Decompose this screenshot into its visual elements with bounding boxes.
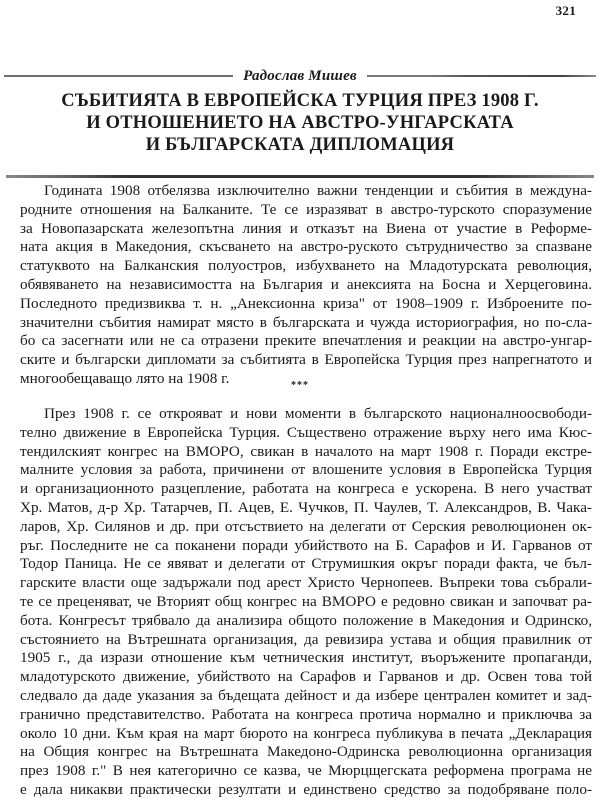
text-line: и организационното разцепление, работата на конгреса е ускорена. В него участват <box>20 480 592 498</box>
text-line: малните условия за работа, причинени от влошените условия в Европейска Турция <box>20 461 592 479</box>
text-line: ските и български дипломати за събитията в Европейска Турция през напрегнатото и <box>20 351 592 369</box>
text-line: ларов, Хр. Силянов и др. при отсъствието на делегати от Серския революционен ок- <box>20 517 592 535</box>
text-line: гранично представителство. Работата на конгреса протича нормално и приключва за <box>20 705 592 723</box>
text-line: Хр. Матов, д-р Хр. Татарчев, П. Ацев, Е. Чучков, П. Чаулев, Т. Александров, В. Чака- <box>20 498 592 516</box>
paragraph-2 <box>20 405 592 800</box>
title-line: И ОТНОШЕНИЕТО НА АВСТРО-УНГАРСКАТА <box>86 113 514 133</box>
text-line: те се преценяват, че Вторият общ конгрес на ВМОРО е редовно свикан и започват ра- <box>20 592 592 610</box>
text-line: родните отношения на Балканите. Те се изразяват в австро-турското споразумение <box>20 200 592 218</box>
text-line: ната акция в Македония, скъсването на австро-руското сътрудничество за спазване <box>20 238 592 256</box>
title-line: СЪБИТИЯТА В ЕВРОПЕЙСКА ТУРЦИЯ ПРЕЗ 1908 Г. <box>61 91 539 111</box>
text-line: телно движение в Европейска Турция. Съществено отражение върху него има Кюс- <box>20 423 592 441</box>
text-line: през 1908 г." В нея категорично се казва, че Мюрцщегската реформена програма не <box>20 762 592 780</box>
text-line: обявяването на независимостта на България и анексията на Босна и Херцеговина. <box>20 275 592 293</box>
text-line: около 10 дни. Към края на март бюрото на конгреса публикува в печата „Декларация <box>20 724 592 742</box>
text-line: следвало да даде указания за бъдещата дейност и да избере централен комитет и зад- <box>20 686 592 704</box>
text-line: бота. Конгресът трябвало да анализира общото положение в Македония и Одринско, <box>20 611 592 629</box>
text-line: Годината 1908 отбелязва изключително важни тенденции и събития в междуна- <box>44 182 592 199</box>
author-rule-left <box>4 75 233 77</box>
page-number: 321 <box>555 3 576 18</box>
text-line: е дала никакви практически резултати и единствено средство за подобряване поло- <box>20 780 592 798</box>
text-line: 1905 г., да изрази отношение към четническия институт, въоръжените пропаганди, <box>20 649 592 667</box>
author-header <box>4 66 596 86</box>
title-divider <box>6 175 594 178</box>
paragraph-1 <box>20 182 592 389</box>
text-line: значителни събития намират място в българската и чужда историография, но по-сла- <box>20 313 592 331</box>
section-separator: *** <box>291 380 309 391</box>
text-line: Тодор Паница. Не се явяват и делегати от Струмишкия окръг поради факта, че бъл- <box>20 555 592 573</box>
text-line: Последното предизвиква т. н. „Анексионна криза" от 1908–1909 г. Изброените по- <box>20 294 592 312</box>
text-line: тендилският конгрес на ВМОРО, свикан в началото на март 1908 г. Поради екстре- <box>20 442 592 460</box>
author-rule-right <box>367 75 596 77</box>
text-line: ръг. Последните не са поканени поради убийството на Б. Сарафов и И. Гарванов от <box>20 536 592 554</box>
text-line: на Общия конгрес на Вътрешната Македоно-Одринска революционна организация <box>20 743 592 761</box>
text-line: за Новопазарската железопътна линия и отказът на Виена от участие в Реформе- <box>20 219 592 237</box>
text-line: статуквото на Балканския полуостров, избухването на Младотурската революция, <box>20 257 592 275</box>
text-line: През 1908 г. се открояват и нови моменти в българското националноосвободи- <box>44 405 592 422</box>
article-title <box>0 90 600 156</box>
title-line: И БЪЛГАРСКАТА ДИПЛОМАЦИЯ <box>145 135 455 155</box>
text-line: гарските власти още задържали под арест Христо Чернопеев. Въпреки това събрали- <box>20 574 592 592</box>
text-line: младотурското движение, убийството на Сарафов и Гарванов и др. Освен това той <box>20 668 592 686</box>
text-line: многообещаващо лято на 1908 г. <box>20 369 230 387</box>
author-name: Радослав Мишев <box>243 67 357 84</box>
text-line: бо са засегнати или не са отразени преките впечатления и реакции на австро-унгар- <box>20 332 592 350</box>
text-line: състоянието на Вътрешната организация, да ревизира устава и общия правилник от <box>20 630 592 648</box>
